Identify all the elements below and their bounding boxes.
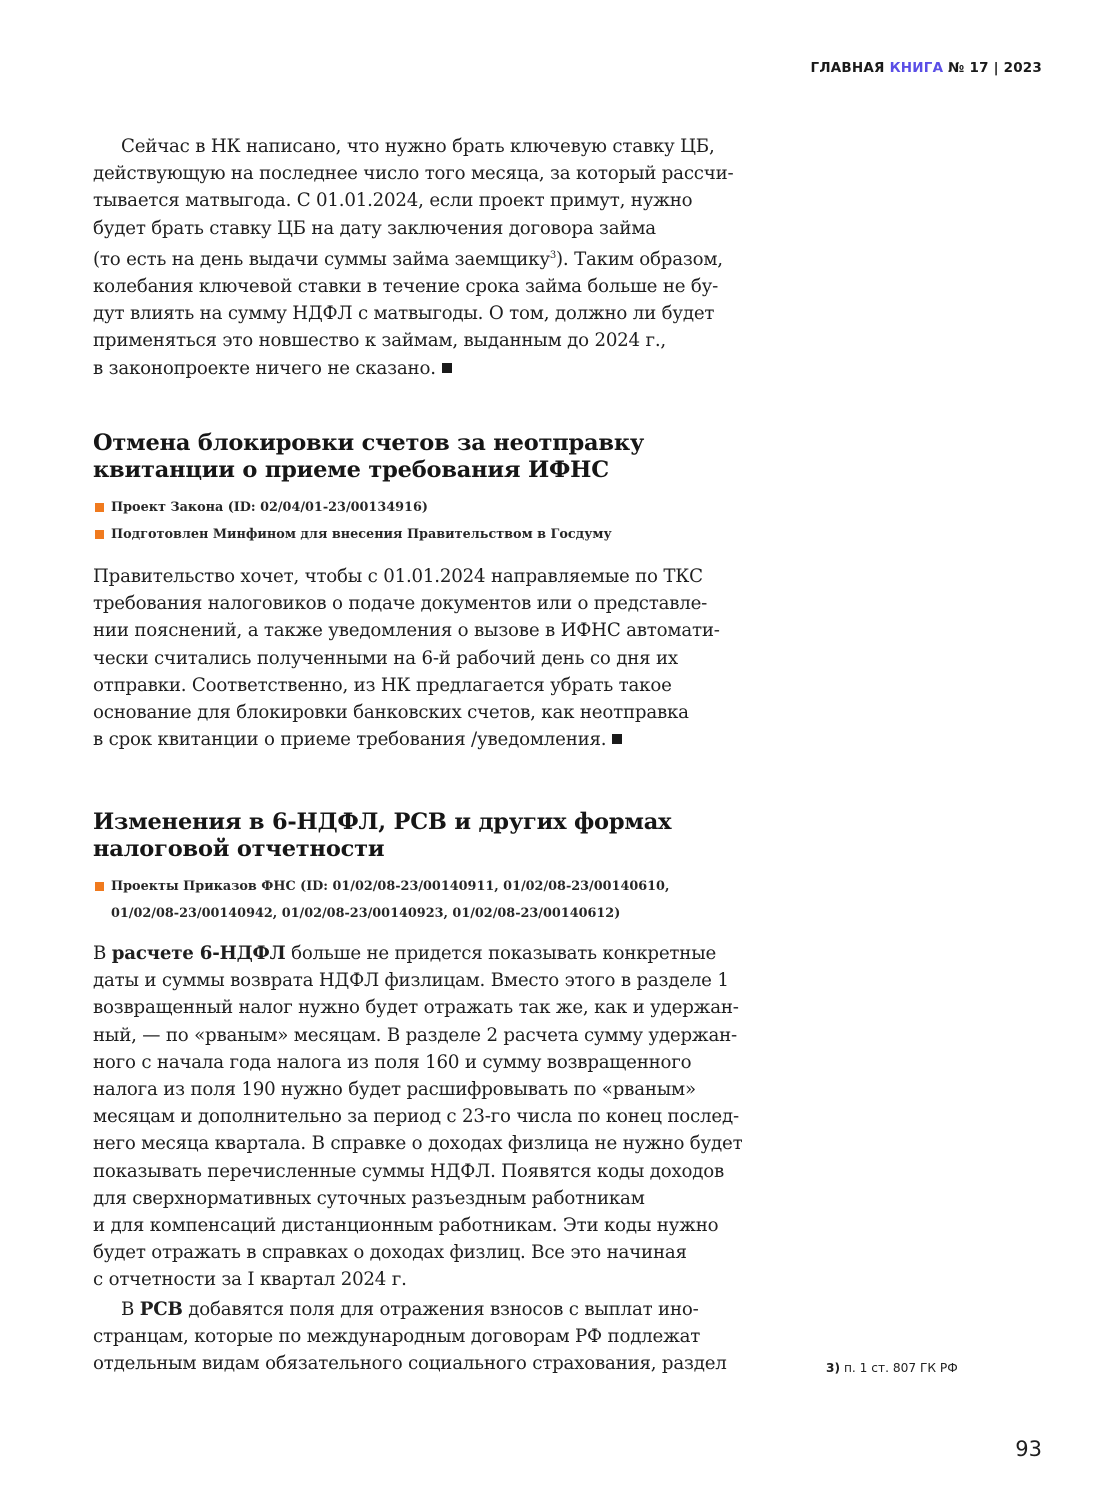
text-line: [93, 242, 783, 273]
bold-term: расчете 6-НДФЛ: [111, 943, 286, 964]
text-line: возвращенный налог нужно будет отражать так же, как и удержан-: [93, 997, 739, 1019]
meta-item: [93, 521, 783, 548]
masthead: [811, 60, 1042, 76]
text-fragment: в законопроекте ничего не сказано.: [93, 357, 436, 379]
title-line: квитанции о приеме требования ИФНС: [93, 457, 609, 483]
meta-item-continuation: [93, 900, 783, 927]
meta-item: [93, 494, 783, 521]
text-line: странцам, которые по международным договорам РФ подлежат: [93, 1325, 701, 1347]
text-line: [93, 940, 783, 967]
footnote: [826, 1361, 958, 1375]
text-fragment: В: [93, 943, 112, 964]
section-blocking: [93, 430, 783, 753]
text-line: с отчетности за I квартал 2024 г.: [93, 1269, 407, 1291]
text-line: чески считались полученными на 6-й рабочий день со дня их: [93, 647, 678, 669]
section-reporting-changes: [93, 809, 783, 1377]
section-paragraph: [93, 563, 783, 753]
footnote-text: п. 1 ст. 807 ГК РФ: [843, 1361, 958, 1375]
text-line: будет брать ставку ЦБ на дату заключения договора займа: [93, 217, 656, 239]
text-fragment: (то есть на день выдачи суммы займа заемщику: [93, 248, 550, 270]
end-mark: [442, 363, 452, 373]
footnote-ref: 3: [549, 249, 557, 261]
page-number: 93: [1015, 1437, 1042, 1461]
text-line: ный, — по «рваным» месяцам. В разделе 2 расчета сумму удержан-: [93, 1024, 737, 1046]
text-fragment: больше не придется показывать конкретные: [285, 943, 717, 964]
text-line: будет отражать в справках о доходах физлиц. Все это начиная: [93, 1242, 687, 1264]
text-line: дут влиять на сумму НДФЛ с матвыгоды. О том, должно ли будет: [93, 303, 715, 325]
section-paragraph: [93, 940, 783, 1294]
text-line: Правительство хочет, чтобы с 01.01.2024 направляемые по ТКС: [93, 566, 703, 587]
section-paragraph: [93, 1296, 783, 1378]
bullet-square-icon: [95, 882, 104, 891]
text-line: даты и суммы возврата НДФЛ физлицам. Вместо этого в разделе 1: [93, 970, 729, 992]
brand-accent: КНИГА: [889, 60, 944, 76]
text-line: показывать перечисленные суммы НДФЛ. Появятся коды доходов: [93, 1160, 725, 1182]
text-fragment: добавятся поля для отражения взносов с выплат ино-: [182, 1298, 699, 1320]
text-line: месяцам и дополнительно за период с 23-го числа по конец послед-: [93, 1106, 739, 1128]
text-line: него месяца квартала. В справке о доходах физлица не нужно будет: [93, 1133, 743, 1155]
title-line: Изменения в 6-НДФЛ, РСВ и других формах: [93, 809, 672, 835]
footnote-marker: 3): [826, 1361, 841, 1375]
text-line: налога из поля 190 нужно будет расшифровывать по «рваным»: [93, 1079, 696, 1101]
text-line: применяться это новшество к займам, выданным до 2024 г.,: [93, 330, 667, 352]
text-line: действующую на последнее число того месяца, за который рассчи-: [93, 163, 734, 185]
text-line: Сейчас в НК написано, что нужно брать ключевую ставку ЦБ,: [121, 136, 715, 157]
brand-main: ГЛАВНАЯ: [810, 60, 885, 76]
bullet-square-icon: [95, 503, 104, 512]
text-line: колебания ключевой ставки в течение срока займа больше не бу-: [93, 276, 719, 298]
intro-paragraph: [93, 133, 783, 382]
text-line: и для компенсаций дистанционным работникам. Эти коды нужно: [93, 1215, 719, 1237]
text-line: ного с начала года налога из поля 160 и сумму возвращенного: [93, 1051, 692, 1073]
issue-number: № 17 | 2023: [948, 60, 1042, 76]
text-fragment: В: [121, 1298, 140, 1320]
bullet-square-icon: [95, 530, 104, 539]
meta-item: [93, 873, 783, 900]
text-fragment: ). Таким образом,: [556, 248, 723, 270]
section-title: [93, 809, 783, 863]
text-line: требования налоговиков о подаче документов или о представле-: [93, 593, 708, 615]
meta-text: Проект Закона (ID: 02/04/01-23/00134916): [111, 500, 428, 515]
text-line: основание для блокировки банковских счетов, как неотправка: [93, 702, 689, 724]
text-line: нии пояснений, а также уведомления о вызове в ИФНС автомати-: [93, 620, 720, 642]
end-mark: [612, 734, 622, 744]
bold-term: РСВ: [139, 1298, 183, 1320]
text-line: [93, 355, 783, 382]
text-line: [93, 726, 783, 753]
text-line: тывается матвыгода. С 01.01.2024, если проект примут, нужно: [93, 190, 693, 212]
text-line: [93, 1296, 783, 1323]
title-line: налоговой отчетности: [93, 836, 385, 862]
text-fragment: в срок квитанции о приеме требования /уведомления.: [93, 729, 607, 751]
meta-text: 01/02/08-23/00140942, 01/02/08-23/00140923, 01/02/08-23/00140612): [111, 906, 621, 921]
text-line: для сверхнормативных суточных разъездным работникам: [93, 1187, 645, 1209]
meta-text: Проекты Приказов ФНС (ID: 01/02/08-23/00140911, 01/02/08-23/00140610,: [111, 879, 670, 894]
text-line: отдельным видам обязательного социального страхования, раздел: [93, 1353, 727, 1375]
text-line: отправки. Соответственно, из НК предлагается убрать такое: [93, 674, 672, 696]
section-title: [93, 430, 783, 484]
title-line: Отмена блокировки счетов за неотправку: [93, 430, 645, 456]
meta-text: Подготовлен Минфином для внесения Правительством в Госдуму: [111, 527, 612, 542]
intro-block: [93, 133, 783, 382]
